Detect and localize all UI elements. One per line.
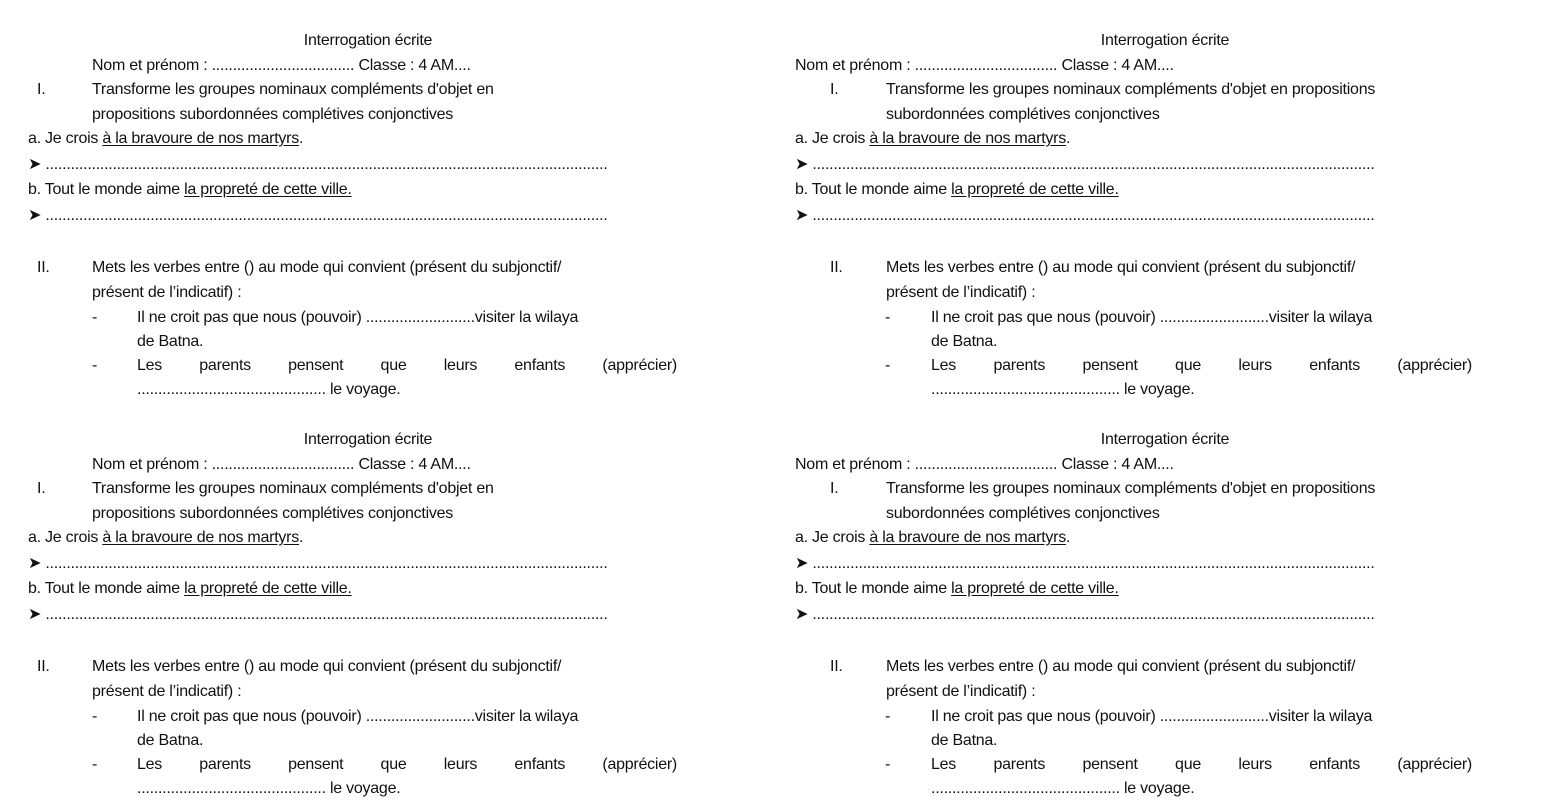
item-prefix: a. Je crois: [795, 130, 870, 147]
answer-dots: ......................................................................................................................................: [812, 555, 1375, 572]
exercise-item: [795, 179, 1119, 201]
section-1-instruction: Transforme les groupes nominaux compléments d'objet en: [92, 81, 494, 98]
bullet-dash: -: [885, 708, 891, 725]
exercise-item: [795, 578, 1119, 600]
bullet-text: ............................................. le voyage.: [137, 780, 401, 797]
section-1-instruction: subordonnées complétives conjonctives: [886, 106, 1160, 123]
exercise-item: [795, 527, 1070, 549]
bullet-text: Il ne croit pas que nous (pouvoir) ..........................visiter la wilaya: [137, 309, 579, 326]
bullet-dash: -: [885, 357, 891, 374]
item-underlined: la propreté de cette ville.: [951, 181, 1119, 198]
item-prefix: b. Tout le monde aime: [28, 181, 185, 198]
section-1-instruction: propositions subordonnées complétives conjonctives: [92, 505, 454, 522]
bullet-text: Il ne croit pas que nous (pouvoir) ..........................visiter la wilaya: [137, 708, 579, 725]
item-prefix: a. Je crois: [28, 529, 103, 546]
answer-dots: ......................................................................................................................................: [812, 156, 1375, 173]
exercise-item: [28, 527, 303, 549]
name-class-line: Nom et prénom : .................................. Classe : 4 AM....: [92, 456, 471, 473]
item-suffix: .: [299, 529, 304, 546]
section-1-instruction: propositions subordonnées complétives conjonctives: [92, 106, 454, 123]
section-2-instruction: présent de l’indicatif) :: [886, 683, 1036, 700]
quiz-sheet: [766, 399, 1516, 799]
section-2-instruction: Mets les verbes entre () au mode qui convient (présent du subjonctif/: [886, 259, 1356, 276]
section-2-instruction: présent de l’indicatif) :: [92, 284, 242, 301]
item-prefix: b. Tout le monde aime: [795, 580, 952, 597]
arrow-icon: ➤: [28, 555, 42, 572]
answer-dots: ......................................................................................................................................: [45, 606, 608, 623]
answer-line: [28, 604, 608, 626]
section-1-numeral: I.: [830, 480, 839, 497]
section-2-numeral: II.: [37, 658, 50, 675]
answer-line: [28, 205, 608, 227]
sheet-title: Interrogation écrite: [303, 431, 433, 448]
bullet-dash: -: [92, 309, 98, 326]
arrow-icon: ➤: [28, 207, 42, 224]
bullet-text: ............................................. le voyage.: [931, 780, 1195, 797]
answer-dots: ......................................................................................................................................: [812, 606, 1375, 623]
section-1-instruction: subordonnées complétives conjonctives: [886, 505, 1160, 522]
name-class-line: Nom et prénom : .................................. Classe : 4 AM....: [92, 57, 471, 74]
bullet-text: de Batna.: [137, 333, 204, 350]
bullet-text: de Batna.: [931, 732, 998, 749]
sheet-title: Interrogation écrite: [303, 32, 433, 49]
answer-dots: ......................................................................................................................................: [45, 156, 608, 173]
bullet-dash: -: [92, 357, 98, 374]
bullet-text: Les parents pensent que leurs enfants (apprécier): [137, 756, 677, 773]
bullet-text: Les parents pensent que leurs enfants (apprécier): [137, 357, 677, 374]
answer-line: [795, 205, 1375, 227]
item-prefix: a. Je crois: [795, 529, 870, 546]
section-2-instruction: Mets les verbes entre () au mode qui convient (présent du subjonctif/: [92, 259, 562, 276]
bullet-dash: -: [92, 756, 98, 773]
item-underlined: la propreté de cette ville.: [951, 580, 1119, 597]
section-2-instruction: Mets les verbes entre () au mode qui convient (présent du subjonctif/: [886, 658, 1356, 675]
section-1-numeral: I.: [37, 480, 46, 497]
arrow-icon: ➤: [795, 156, 809, 173]
item-underlined: à la bravoure de nos martyrs: [102, 130, 300, 147]
exercise-item: [28, 179, 352, 201]
quiz-sheet: [0, 399, 750, 799]
answer-line: [28, 154, 608, 176]
answer-line: [28, 553, 608, 575]
bullet-dash: -: [885, 756, 891, 773]
section-2-instruction: présent de l’indicatif) :: [886, 284, 1036, 301]
section-1-instruction: Transforme les groupes nominaux compléments d'objet en: [92, 480, 494, 497]
item-suffix: .: [1066, 130, 1071, 147]
item-underlined: à la bravoure de nos martyrs: [869, 130, 1067, 147]
section-2-instruction: présent de l’indicatif) :: [92, 683, 242, 700]
bullet-text: de Batna.: [137, 732, 204, 749]
section-2-instruction: Mets les verbes entre () au mode qui convient (présent du subjonctif/: [92, 658, 562, 675]
sheet-title: Interrogation écrite: [1100, 32, 1230, 49]
answer-dots: ......................................................................................................................................: [45, 555, 608, 572]
exercise-item: [28, 128, 303, 150]
answer-line: [795, 604, 1375, 626]
name-class-line: Nom et prénom : .................................. Classe : 4 AM....: [795, 57, 1174, 74]
section-1-instruction: Transforme les groupes nominaux compléments d'objet en propositions: [886, 480, 1376, 497]
bullet-text: Il ne croit pas que nous (pouvoir) ..........................visiter la wilaya: [931, 708, 1373, 725]
bullet-text: Les parents pensent que leurs enfants (apprécier): [931, 357, 1472, 374]
section-1-numeral: I.: [830, 81, 839, 98]
section-1-instruction: Transforme les groupes nominaux compléments d'objet en propositions: [886, 81, 1376, 98]
exercise-item: [795, 128, 1070, 150]
item-prefix: b. Tout le monde aime: [795, 181, 952, 198]
arrow-icon: ➤: [28, 156, 42, 173]
answer-dots: ......................................................................................................................................: [45, 207, 608, 224]
answer-line: [795, 154, 1375, 176]
section-2-numeral: II.: [830, 259, 843, 276]
arrow-icon: ➤: [28, 606, 42, 623]
arrow-icon: ➤: [795, 606, 809, 623]
bullet-text: ............................................. le voyage.: [137, 381, 401, 398]
quiz-sheet: [766, 0, 1516, 400]
exercise-item: [28, 578, 352, 600]
item-suffix: .: [299, 130, 304, 147]
item-prefix: b. Tout le monde aime: [28, 580, 185, 597]
section-2-numeral: II.: [37, 259, 50, 276]
bullet-dash: -: [92, 708, 98, 725]
arrow-icon: ➤: [795, 207, 809, 224]
bullet-text: ............................................. le voyage.: [931, 381, 1195, 398]
section-1-numeral: I.: [37, 81, 46, 98]
section-2-numeral: II.: [830, 658, 843, 675]
item-underlined: à la bravoure de nos martyrs: [869, 529, 1067, 546]
name-class-line: Nom et prénom : .................................. Classe : 4 AM....: [795, 456, 1174, 473]
item-underlined: à la bravoure de nos martyrs: [102, 529, 300, 546]
bullet-text: Il ne croit pas que nous (pouvoir) ..........................visiter la wilaya: [931, 309, 1373, 326]
bullet-dash: -: [885, 309, 891, 326]
bullet-text: de Batna.: [931, 333, 998, 350]
bullet-text: Les parents pensent que leurs enfants (apprécier): [931, 756, 1472, 773]
answer-line: [795, 553, 1375, 575]
item-underlined: la propreté de cette ville.: [184, 181, 352, 198]
quiz-sheet: [0, 0, 750, 400]
item-suffix: .: [1066, 529, 1071, 546]
item-underlined: la propreté de cette ville.: [184, 580, 352, 597]
sheet-title: Interrogation écrite: [1100, 431, 1230, 448]
arrow-icon: ➤: [795, 555, 809, 572]
item-prefix: a. Je crois: [28, 130, 103, 147]
answer-dots: ......................................................................................................................................: [812, 207, 1375, 224]
